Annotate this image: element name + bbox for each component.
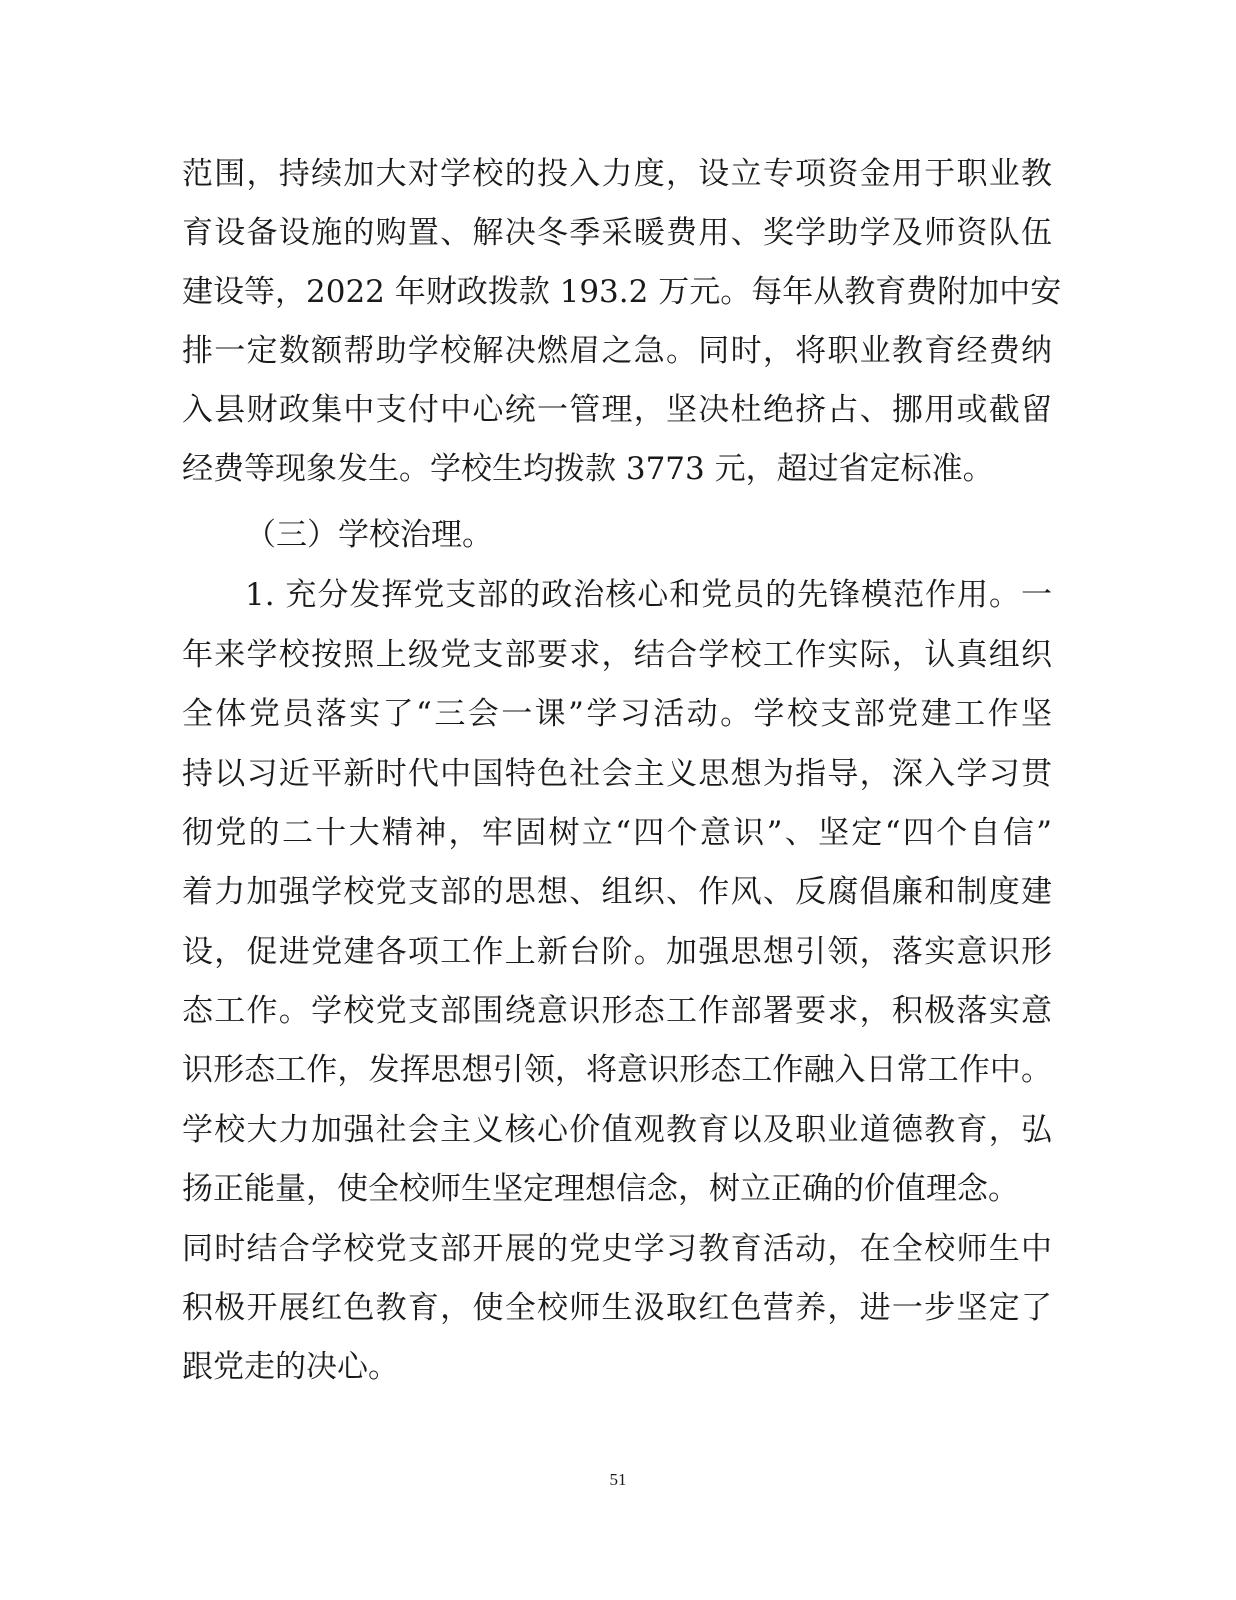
body-text-line: 经费等现象发生。学校生均拨款 3773 元，超过省定标准。 <box>182 451 994 487</box>
body-text-line: 态工作。学校党支部围绕意识形态工作部署要求，积极落实意 <box>182 993 1052 1029</box>
body-text-line: 扬正能量，使全校师生坚定理想信念，树立正确的价值理念。 <box>182 1171 1019 1207</box>
body-text-line: 着力加强学校党支部的思想、组织、作风、反腐倡廉和制度建 <box>182 874 1052 910</box>
body-text-line: 范围，持续加大对学校的投入力度，设立专项资金用于职业教 <box>182 156 1052 192</box>
body-text-line: 积极开展红色教育，使全校师生汲取红色营养，进一步坚定了 <box>182 1290 1052 1326</box>
body-text-line: 入县财政集中支付中心统一管理，坚决杜绝挤占、挪用或截留 <box>182 392 1052 428</box>
body-text-line: 育设备设施的购置、解决冬季采暖费用、奖学助学及师资队伍 <box>182 215 1052 251</box>
body-text-line: 全体党员落实了“三会一课”学习活动。学校支部党建工作坚 <box>182 696 1052 732</box>
body-text-line: 年来学校按照上级党支部要求，结合学校工作实际，认真组织 <box>182 637 1052 673</box>
body-text-line: 跟党走的决心。 <box>182 1349 399 1385</box>
body-text-line: 建设等，2022 年财政拨款 193.2 万元。每年从教育费附加中安 <box>182 274 1062 310</box>
body-text-line: 1. 充分发挥党支部的政治核心和党员的先锋模范作用。一 <box>245 577 1052 613</box>
page-number: 51 <box>609 1470 627 1489</box>
body-text-line: 排一定数额帮助学校解决燃眉之急。同时，将职业教育经费纳 <box>182 333 1052 369</box>
section-heading: （三）学校治理。 <box>245 517 493 553</box>
body-text-line: 设，促进党建各项工作上新台阶。加强思想引领，落实意识形 <box>182 934 1052 970</box>
body-text-line: 学校大力加强社会主义核心价值观教育以及职业道德教育，弘 <box>182 1112 1052 1148</box>
body-text-line: 持以习近平新时代中国特色社会主义思想为指导，深入学习贯 <box>182 756 1052 792</box>
body-text-line: 彻党的二十大精神，牢固树立“四个意识”、坚定“四个自信” <box>182 815 1052 851</box>
body-text-line: 同时结合学校党支部开展的党史学习教育活动，在全校师生中 <box>182 1231 1052 1267</box>
body-text-line: 识形态工作，发挥思想引领，将意识形态工作融入日常工作中。 <box>182 1052 1052 1088</box>
